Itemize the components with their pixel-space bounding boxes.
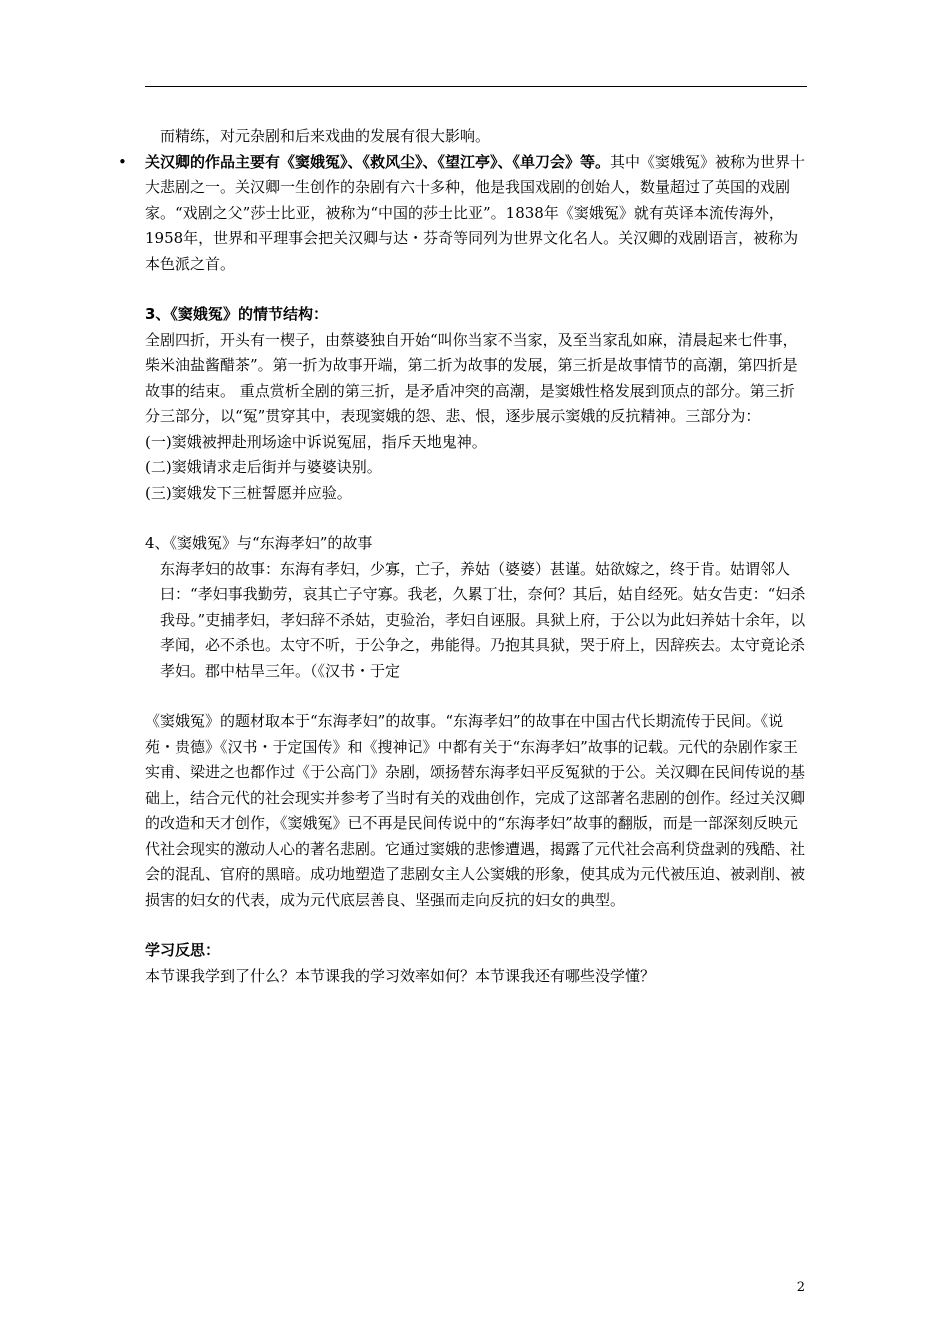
works-text: 其中《窦娥冤》被称为世界十大悲剧之一。关汉卿一生创作的杂剧有六十多种，他是我国戏剧的创始人，数量超过了英国的戏剧家。“戏剧之父”莎士比亚，被称为“中国的莎士比亚”。1838年《窦娥冤》就有英译本流传海外，1958年，世界和平理事会把关汉卿与达・芬奇等同列为世界文化名人。关汉卿的戏剧语言，被称为本色派之首。 <box>145 152 806 273</box>
section4-heading: 4、《窦娥冤》与“东海孝妇”的故事 <box>145 534 373 552</box>
spacer <box>145 277 807 302</box>
works-bold-lead: 关汉卿的作品主要有《窦娥冤》、《救风尘》、《望江亭》、《单刀会》等。 <box>145 152 611 171</box>
section3-part-2: (二)窦娥请求走后街并与婆婆诀别。 <box>145 458 382 476</box>
section3-part-3: (三)窦娥发下三桩誓愿并应验。 <box>145 483 352 502</box>
spacer <box>145 506 807 531</box>
section4-quote: 东海孝妇的故事：东海有孝妇，少寡，亡子，养姑（婆婆）甚谨。姑欲嫁之，终于肯。姑谓邻人曰：“孝妇事我勤劳，哀其亡子守寡。我老，久累丁壮，奈何？其后，姑自经死。姑女告吏：“妇杀我母。”吏捕孝妇，孝妇辞不杀姑，吏验治，孝妇自诬服。具狱上府，于公以为此妇养姑十余年，以孝闻，必不杀也。太守不听，于公争之，弗能得。乃抱其具狱，哭于府上，因辞疾去。太守竟论杀孝妇。郡中枯旱三年。（《汉书・于定 <box>160 559 806 680</box>
document-body <box>118 124 807 989</box>
reflection-body: 本节课我学到了什么？本节课我的学习效率如何？本节课我还有哪些没学懂？ <box>145 966 656 985</box>
works-paragraph <box>118 150 807 278</box>
section3-part-1: (一)窦娥被押赴刑场途中诉说冤屈，指斥天地鬼神。 <box>145 432 487 451</box>
spacer <box>145 684 807 709</box>
page-number: 2 <box>796 1280 805 1295</box>
section4-analysis: 《窦娥冤》的题材取本于“东海孝妇”的故事。“东海孝妇”的故事在中国古代长期流传于民间。《说苑・贵德》《汉书・于定国传》和《搜神记》中都有关于“东海孝妇”故事的记载。元代的杂剧作家王实甫、梁进之也都作过《于公高门》杂剧，颂扬替东海孝妇平反冤狱的于公。关汉卿在民间传说的基础上，结合元代的社会现实并参考了当时有关的戏曲创作，完成了这部著名悲剧的创作。经过关汉卿的改造和天才创作，《窦娥冤》已不再是民间传说中的“东海孝妇”故事的翻版，而是一部深刻反映元代社会现实的激动人心的著名悲剧。它通过窦娥的悲惨遭遇，揭露了元代社会高利贷盘剥的残酷、社会的混乱、官府的黑暗。成功地塑造了悲剧女主人公窦娥的形象，使其成为元代被压迫、被剥削、被损害的妇女的代表，成为元代底层善良、坚强而走向反抗的妇女的典型。 <box>145 712 806 909</box>
reflection-heading: 学习反思： <box>145 941 221 959</box>
section3-heading: 3、《窦娥冤》的情节结构： <box>145 305 328 323</box>
intro-line: 而精练，对元杂剧和后来戏曲的发展有很大影响。 <box>160 127 491 145</box>
bullet-icon: • <box>118 152 127 171</box>
section3-body: 全剧四折，开头有一楔子，由蔡婆独自开始“叫你当家不当家，及至当家乱如麻，清晨起来七件事，柴米油盐酱醋茶”。第一折为故事开端，第二折为故事的发展，第三折是故事情节的高潮，第四折是故事的结束。 重点赏析全剧的第三折，是矛盾冲突的高潮，是窦娥性格发展到顶点的部分。第三折分三部分，以“冤”贯穿其中，表现窦娥的怨、悲、恨，逐步展示窦娥的反抗精神。三部分为： <box>145 330 798 425</box>
spacer <box>145 913 807 938</box>
header-rule <box>145 86 807 87</box>
